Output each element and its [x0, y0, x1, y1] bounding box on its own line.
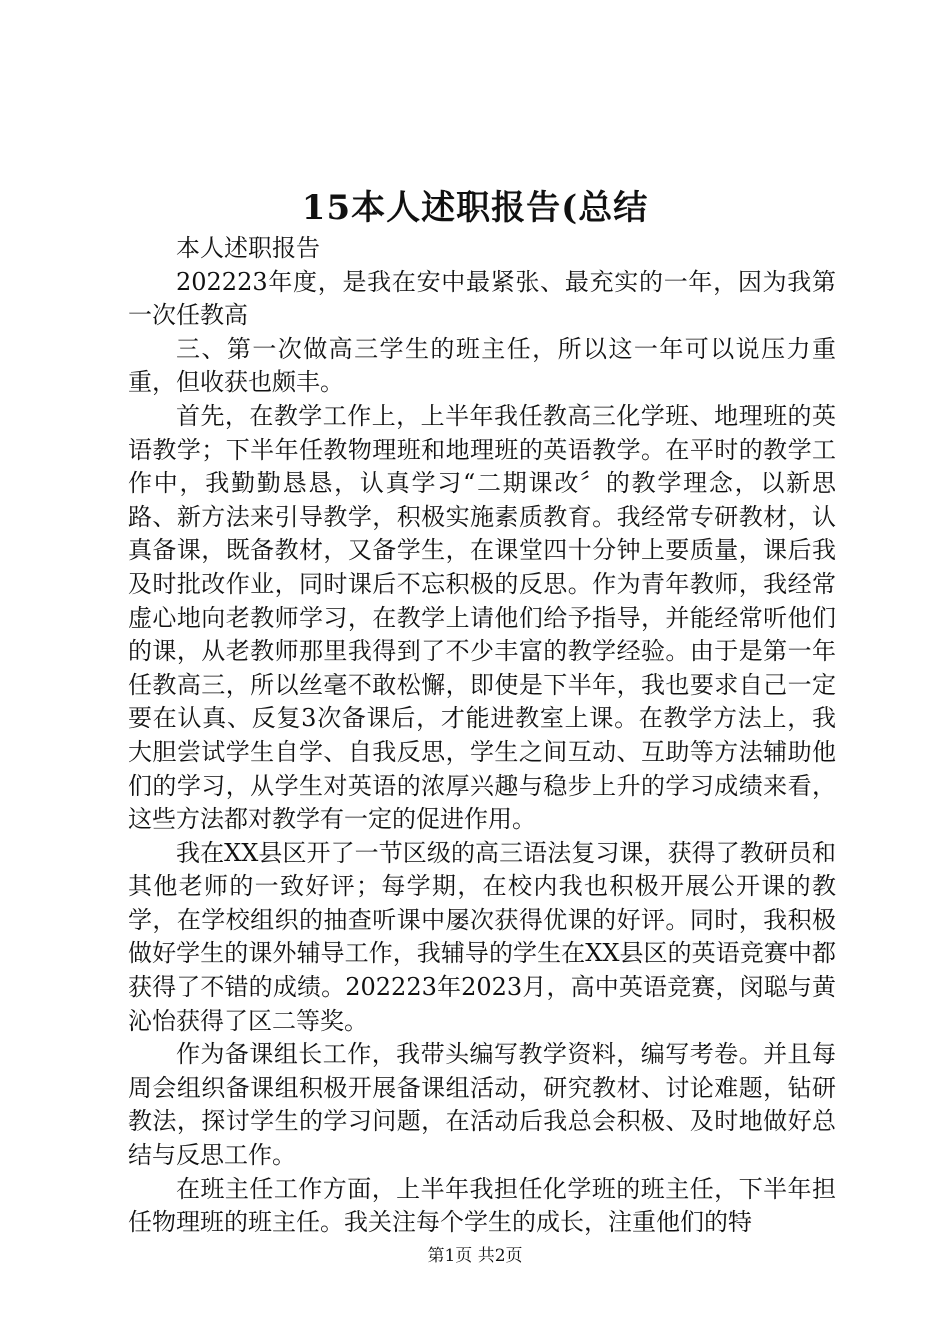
paragraph: 三、第一次做高三学生的班主任，所以这一年可以说压力重重，但收获也颇丰。	[128, 334, 836, 397]
paragraph: 本人述职报告	[176, 234, 320, 262]
paragraph: 作为备课组长工作，我带头编写教学资料，编写考卷。并且每周会组织备课组积极开展备课组活动，研究教材、讨论难题，钻研教法，探讨学生的学习问题，在活动后我总会积极、及时地做好总结与反思工作。	[128, 1040, 836, 1170]
paragraph: 在班主任工作方面，上半年我担任化学班的班主任，下半年担任物理班的班主任。我关注每个学生的成长，注重他们的特	[128, 1174, 836, 1237]
paragraph: 首先，在教学工作上，上半年我任教高三化学班、地理班的英语教学；下半年任教物理班和地理班的英语教学。在平时的教学工作中，我勤勤恳恳，认真学习“二期课改〞的教学理念，以新思路、新方法来引导教学，积极实施素质教育。我经常专研教材，认真备课，既备教材，又备学生，在课堂四十分钟上要质量，课后我及时批改作业，同时课后不忘积极的反思。作为青年教师，我经常虚心地向老教师学习，在教学上请他们给予指导，并能经常听他们的课，从老教师那里我得到了不少丰富的教学经验。由于是第一年任教高三，所以丝毫不敢松懈，即使是下半年，我也要求自己一定要在认真、反复3次备课后，才能进教室上课。在教学方法上，我大胆尝试学生自学、自我反思，学生之间互动、互助等方法辅助他们的学习，从学生对英语的浓厚兴趣与稳步上升的学习成绩来看，这些方法都对教学有一定的促进作用。	[128, 401, 836, 834]
document-title: 15本人述职报告(总结	[301, 188, 649, 228]
paragraph: 我在XX县区开了一节区级的高三语法复习课，获得了教研员和其他老师的一致好评；每学期，在校内我也积极开展公开课的教学，在学校组织的抽查听课中屡次获得优课的好评。同时，我积极做好学生的课外辅导工作，我辅导的学生在XX县区的英语竞赛中都获得了不错的成绩。202223年2023月，高中英语竞赛，闵聪与黄沁怡获得了区二等奖。	[128, 838, 836, 1035]
page-number-footer: 第1页 共2页	[427, 1246, 523, 1266]
document-body	[128, 232, 836, 1240]
paragraph: 202223年度，是我在安中最紧张、最充实的一年，因为我第一次任教高	[128, 267, 836, 330]
